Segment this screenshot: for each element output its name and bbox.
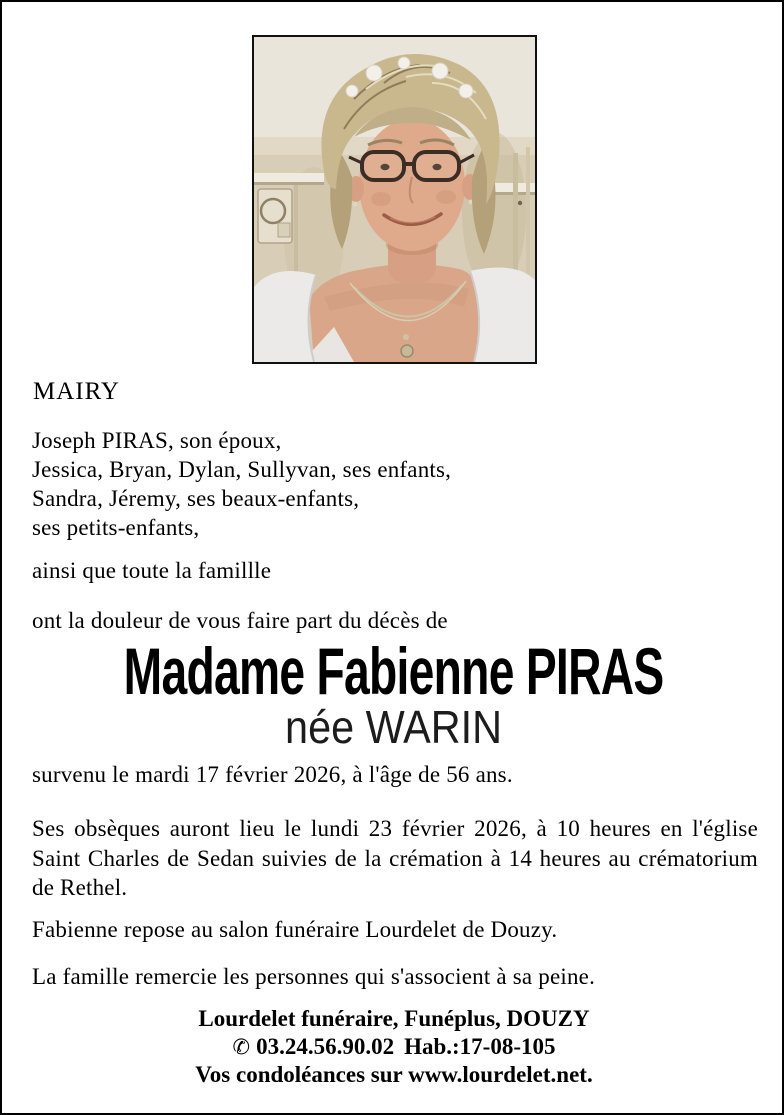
phone-number: 03.24.56.90.02 [256, 1034, 395, 1059]
deceased-name-row [2, 634, 784, 708]
phone-line [2, 1033, 784, 1061]
commune-title: MAIRY [33, 378, 120, 405]
maiden-name-row [2, 703, 784, 751]
habilitation-number: Hab.:17-08-105 [404, 1034, 556, 1059]
family-line: ses petits-enfants, [32, 515, 200, 540]
portrait-illustration [254, 37, 535, 362]
announcement-line: ont la douleur de vous faire part du décès de [32, 608, 448, 633]
family-list [32, 426, 451, 542]
condolences-line: Vos condoléances sur www.lourdelet.net. [195, 1062, 593, 1087]
deceased-name: Madame Fabienne PIRAS [124, 634, 664, 708]
funeral-home-name: Lourdelet funéraire, Funéplus, DOUZY [198, 1006, 590, 1031]
family-line: Jessica, Bryan, Dylan, Sullyvan, ses enfants, [32, 457, 452, 482]
family-line: Joseph PIRAS, son époux, [32, 428, 282, 453]
family-also-line: ainsi que toute la famillle [32, 558, 272, 583]
maiden-name: née WARIN [285, 701, 503, 753]
funeral-details-paragraph: Ses obsèques auront lieu le lundi 23 février 2026, à 10 heures en l'église Saint Charles de Sedan suivies de la crémation à 14 heures au crématorium de Rethel. [32, 816, 758, 900]
portrait-photo [252, 35, 537, 364]
family-line: Sandra, Jéremy, ses beaux-enfants, [32, 486, 360, 511]
funeral-home-footer [2, 1005, 784, 1089]
telephone-icon: ✆ [232, 1035, 251, 1059]
death-date-line: survenu le mardi 17 février 2026, à l'âge de 56 ans. [32, 762, 513, 787]
repose-line: Fabienne repose au salon funéraire Lourdelet de Douzy. [32, 917, 558, 942]
thanks-line: La famille remercie les personnes qui s'associent à sa peine. [32, 964, 596, 989]
